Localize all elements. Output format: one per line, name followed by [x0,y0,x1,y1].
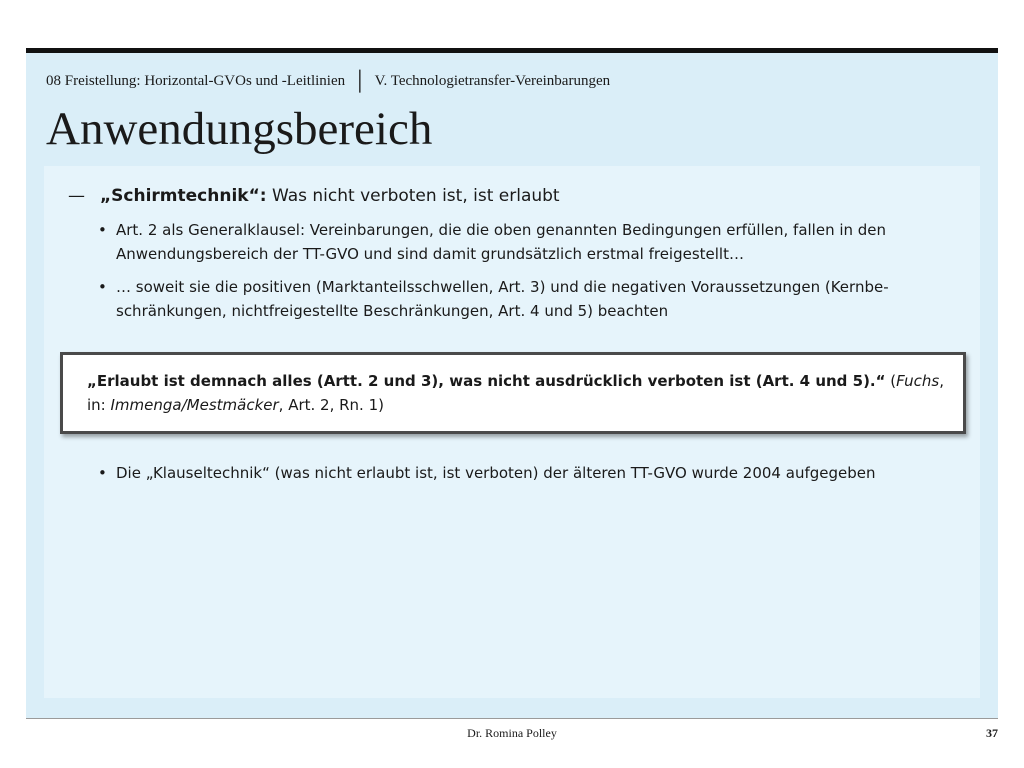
lead-text: Was nicht verboten ist, ist erlaubt [266,186,560,206]
quote-bold: „Erlaubt ist demnach alles (Artt. 2 und 3), was nicht ausdrücklich verboten ist (Art. 4 und 5).“ [87,372,886,390]
breadcrumb-section: V. Technologietransfer-Vereinbarungen [374,73,611,89]
dash-marker: — [68,186,85,206]
bullet-text-line: … soweit sie die positiven (Marktanteilsschwellen, Art. 3) und die negativen Voraussetzungen (Kernbe- [116,278,889,296]
bullet-icon: • [98,464,107,482]
slide [26,53,998,718]
bullet-text-line: Anwendungsbereich der TT-GVO und sind damit grundsätzlich erstmal freigestellt… [116,245,744,263]
breadcrumb-separator: │ [353,71,367,92]
footer-rule [26,718,998,719]
quote-reference: , Art. 2, Rn. 1) [278,396,384,414]
quote-box [60,352,966,434]
bullet-item-generalklausel [98,218,976,266]
page-number: 37 [986,726,998,740]
footer-author: Dr. Romina Polley [467,726,557,740]
lead-point [68,184,948,208]
quote-author: Fuchs [896,372,940,390]
bullet-text-line: Art. 2 als Generalklausel: Vereinbarungen, die die oben genannten Bedingungen erfüllen, fallen in den [116,221,887,239]
quote-line [87,369,947,393]
bullet-item-klauseltechnik [98,461,976,485]
quote-open: ( [885,372,897,390]
quote-line [87,393,947,417]
lead-bold: „Schirmtechnik“: [100,186,267,206]
content-panel [44,166,980,698]
bullet-item-voraussetzungen [98,275,976,323]
quote-comma: , [939,372,945,390]
bullet-icon: • [98,221,107,239]
quote-source: Immenga/Mestmäcker [110,396,279,414]
bullet-icon: • [98,278,107,296]
page-title: Anwendungsbereich [46,103,433,155]
bullet-text-line: schränkungen, nichtfreigestellte Beschränkungen, Art. 4 und 5) beachten [116,302,669,320]
breadcrumb-chapter: 08 Freistellung: Horizontal-GVOs und -Leitlinien [46,73,346,89]
quote-in-label: in: [87,396,111,414]
bullet-text-line: Die „Klauseltechnik“ (was nicht erlaubt ist, ist verboten) der älteren TT-GVO wurde 2004 aufgegeben [116,464,876,482]
breadcrumb [46,71,976,93]
quote-text [87,369,947,417]
